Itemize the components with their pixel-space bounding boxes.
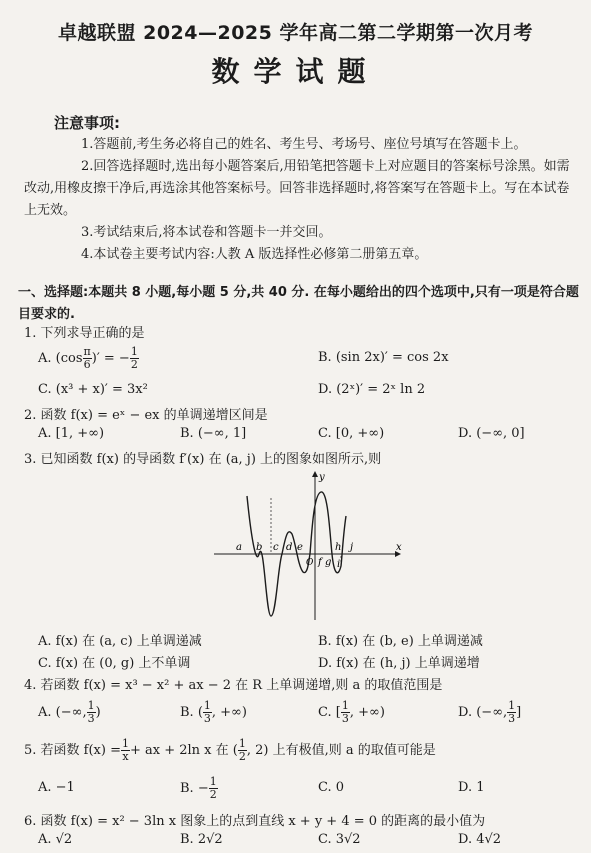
label-d: d xyxy=(286,542,293,553)
question-3-option-a: A. f(x) 在 (a, c) 上单调递减 xyxy=(38,634,202,649)
section-heading: 一、选择题:本题共 8 小题,每小题 5 分,共 40 分. 在每小题给出的四个选项中,只有一项是符合题目要求的. xyxy=(18,285,579,322)
question-5-option-b: B. − $\frac{1}{2}$ xyxy=(180,775,217,801)
question-2-option-c: C. [0, +∞) xyxy=(318,426,385,441)
question-2-option-b: B. (−∞, 1] xyxy=(180,426,247,441)
question-5-option-d: D. 1 xyxy=(458,780,485,795)
question-2-option-d: D. (−∞, 0] xyxy=(458,426,525,441)
label-x: x xyxy=(396,542,402,553)
label-origin: O xyxy=(306,558,314,568)
notice-item-3: 3.考试结束后,将本试卷和答题卡一并交回。 xyxy=(81,225,332,240)
question-4-option-b: B. ( $\frac{1}{3}$ , +∞) xyxy=(180,699,247,725)
label-a: a xyxy=(236,542,242,553)
notice-item-2: 2.回答选择题时,选出每小题答案后,用铅笔把答题卡上对应题目的答案标号涂黑。如需改动,用橡皮擦干净后,再选涂其他答案标号。回答非选择题时,将答案写在答题卡上。写在本试卷上无效。 xyxy=(24,159,570,218)
label-c: c xyxy=(273,542,279,553)
question-4-option-a: A. (−∞, $\frac{1}{3}$ ) xyxy=(38,699,101,725)
question-4-option-c: C. [ $\frac{1}{3}$ , +∞) xyxy=(318,699,385,725)
label-y: y xyxy=(319,472,325,483)
notice-heading: 注意事项: xyxy=(54,114,120,132)
subject-title: 数学试题 xyxy=(211,55,380,88)
question-3-option-c: C. f(x) 在 (0, g) 上不单调 xyxy=(38,656,191,671)
question-2-stem: 2. 函数 f(x) = eˣ − ex 的单调递增区间是 xyxy=(24,408,268,423)
label-b: b xyxy=(256,542,263,553)
question-6-stem: 6. 函数 f(x) = x² − 3ln x 图象上的点到直线 x + y + 4 = 0 的距离的最小值为 xyxy=(24,814,486,829)
question-6-option-b: B. 2√2 xyxy=(180,832,223,847)
question-1-option-b: B. (sin 2x)′ = cos 2x xyxy=(318,350,449,365)
question-3-option-b: B. f(x) 在 (b, e) 上单调递减 xyxy=(318,634,483,649)
question-3-stem: 3. 已知函数 f(x) 的导函数 f′(x) 在 (a, j) 上的图象如图所示,则 xyxy=(24,452,382,467)
question-6-option-d: D. 4√2 xyxy=(458,832,502,847)
label-g: g xyxy=(325,557,332,568)
question-1-option-c: C. (x³ + x)′ = 3x² xyxy=(38,382,148,397)
notice-item-1: 1.答题前,考生务必将自己的姓名、考生号、考场号、座位号填写在答题卡上。 xyxy=(81,137,527,152)
question-5-stem: 5. 若函数 f(x) = $\frac{1}{x}$ + ax + 2ln x 在 ( $\frac{1}{2}$ , 2) 上有极值,则 a 的取值可能是 xyxy=(24,737,436,763)
label-e: e xyxy=(297,542,303,553)
question-2-option-a: A. [1, +∞) xyxy=(38,426,105,441)
question-6-option-c: C. 3√2 xyxy=(318,832,361,847)
question-1-option-a: A. (cos $\frac{\pi}{6}$ )′ = − $\frac{1}{2}$ xyxy=(38,345,138,371)
question-4-option-d: D. (−∞, $\frac{1}{3}$ ] xyxy=(458,699,522,725)
label-h: h xyxy=(335,542,342,553)
question-5-option-a: A. −1 xyxy=(38,780,75,795)
label-f: f xyxy=(318,557,322,568)
question-4-stem: 4. 若函数 f(x) = x³ − x² + ax − 2 在 R 上单调递增,则 a 的取值范围是 xyxy=(24,678,443,693)
question-3-option-d: D. f(x) 在 (h, j) 上单调递增 xyxy=(318,656,480,671)
notice-item-4: 4.本试卷主要考试内容:人教 A 版选择性必修第二册第五章。 xyxy=(81,247,428,262)
question-5-option-c: C. 0 xyxy=(318,780,345,795)
exam-title: 卓越联盟 2024—2025 学年高二第二学期第一次月考 xyxy=(58,22,533,44)
question-6-option-a: A. √2 xyxy=(38,832,73,847)
label-i: i xyxy=(337,559,341,570)
derivative-graph xyxy=(200,466,410,626)
question-1-stem: 1. 下列求导正确的是 xyxy=(24,326,145,341)
label-j: j xyxy=(350,542,354,553)
question-1-option-d: D. (2ˣ)′ = 2ˣ ln 2 xyxy=(318,382,426,397)
